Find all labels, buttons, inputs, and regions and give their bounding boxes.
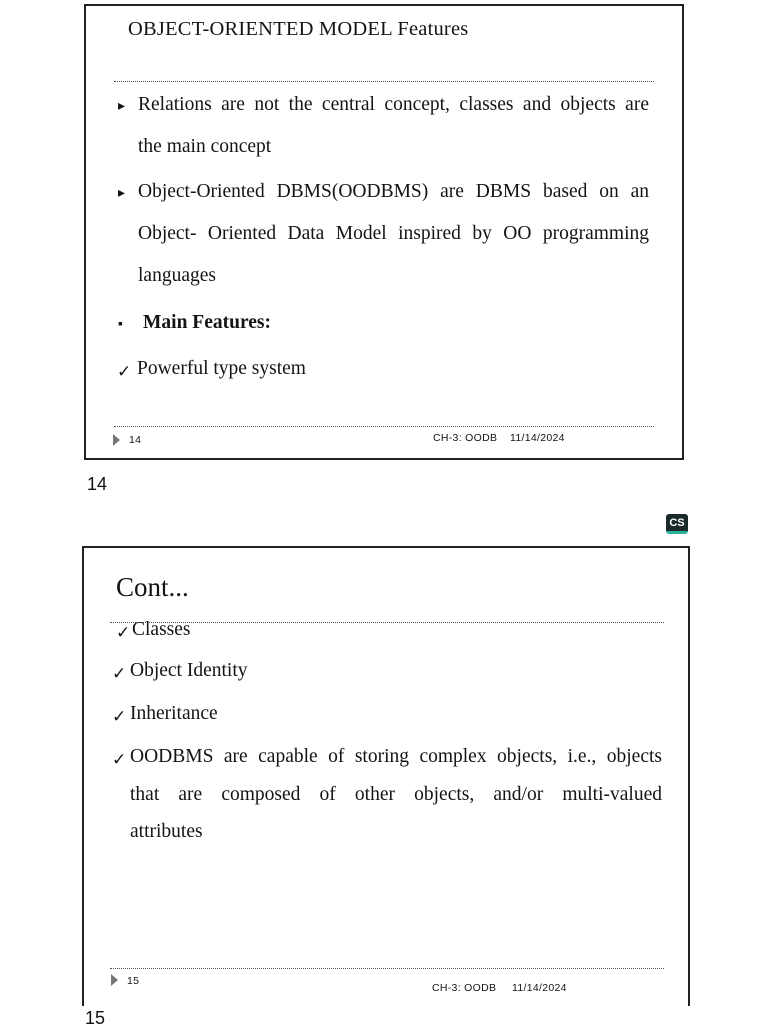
footer-date: 11/14/2024 bbox=[510, 432, 565, 444]
title-divider bbox=[110, 622, 664, 623]
slide-title: OBJECT-ORIENTED MODEL Features bbox=[128, 18, 469, 40]
page-number-label: 15 bbox=[85, 1008, 106, 1028]
footer-divider bbox=[110, 968, 664, 969]
footer-divider bbox=[114, 426, 654, 427]
camscanner-badge: CS bbox=[666, 514, 688, 534]
bullet-2-line-1: Object-Oriented DBMS(OODBMS) are DBMS based on an bbox=[138, 181, 649, 202]
check-icon: ✓ bbox=[112, 707, 127, 726]
bullet-1-line-2: the main concept bbox=[138, 136, 272, 157]
footer-course: CH-3: OODB bbox=[432, 982, 497, 994]
item-complex-objects-line-1: OODBMS are capable of storing complex objects, i.e., objects bbox=[130, 746, 662, 767]
item-inheritance: Inheritance bbox=[130, 703, 218, 724]
footer-course: CH-3: OODB bbox=[433, 432, 498, 444]
bullet-2-line-2: Object- Oriented Data Model inspired by OO programming bbox=[138, 223, 649, 244]
check-icon: ✓ bbox=[112, 750, 127, 769]
square-bullet-icon: ▪ bbox=[118, 317, 123, 332]
main-features-heading: Main Features: bbox=[143, 312, 271, 333]
check-icon: ✓ bbox=[116, 623, 131, 642]
check-icon: ✓ bbox=[117, 362, 132, 381]
item-object-identity: Object Identity bbox=[130, 660, 248, 681]
triangle-bullet-icon: ▸ bbox=[118, 99, 126, 114]
check-icon: ✓ bbox=[112, 664, 127, 683]
feature-type-system: Powerful type system bbox=[137, 358, 306, 379]
bullet-1-line-1: Relations are not the central concept, classes and objects are bbox=[138, 94, 649, 115]
item-complex-objects-line-3: attributes bbox=[130, 821, 203, 842]
footer-page-number: 14 bbox=[129, 434, 142, 446]
triangle-bullet-icon: ▸ bbox=[118, 186, 126, 201]
slide-14 bbox=[84, 4, 684, 460]
bullet-2-line-3: languages bbox=[138, 265, 216, 286]
footer-date: 11/14/2024 bbox=[512, 982, 567, 994]
title-divider bbox=[114, 81, 654, 82]
footer-page-number: 15 bbox=[127, 975, 140, 987]
footer-triangle-icon bbox=[113, 434, 120, 446]
item-complex-objects-line-2: that are composed of other objects, and/or multi-valued bbox=[130, 784, 662, 805]
slide-title: Cont... bbox=[116, 572, 189, 602]
item-classes: Classes bbox=[132, 619, 191, 640]
page-number-label: 14 bbox=[87, 474, 108, 494]
slide-15 bbox=[82, 546, 690, 1006]
footer-triangle-icon bbox=[111, 974, 118, 986]
